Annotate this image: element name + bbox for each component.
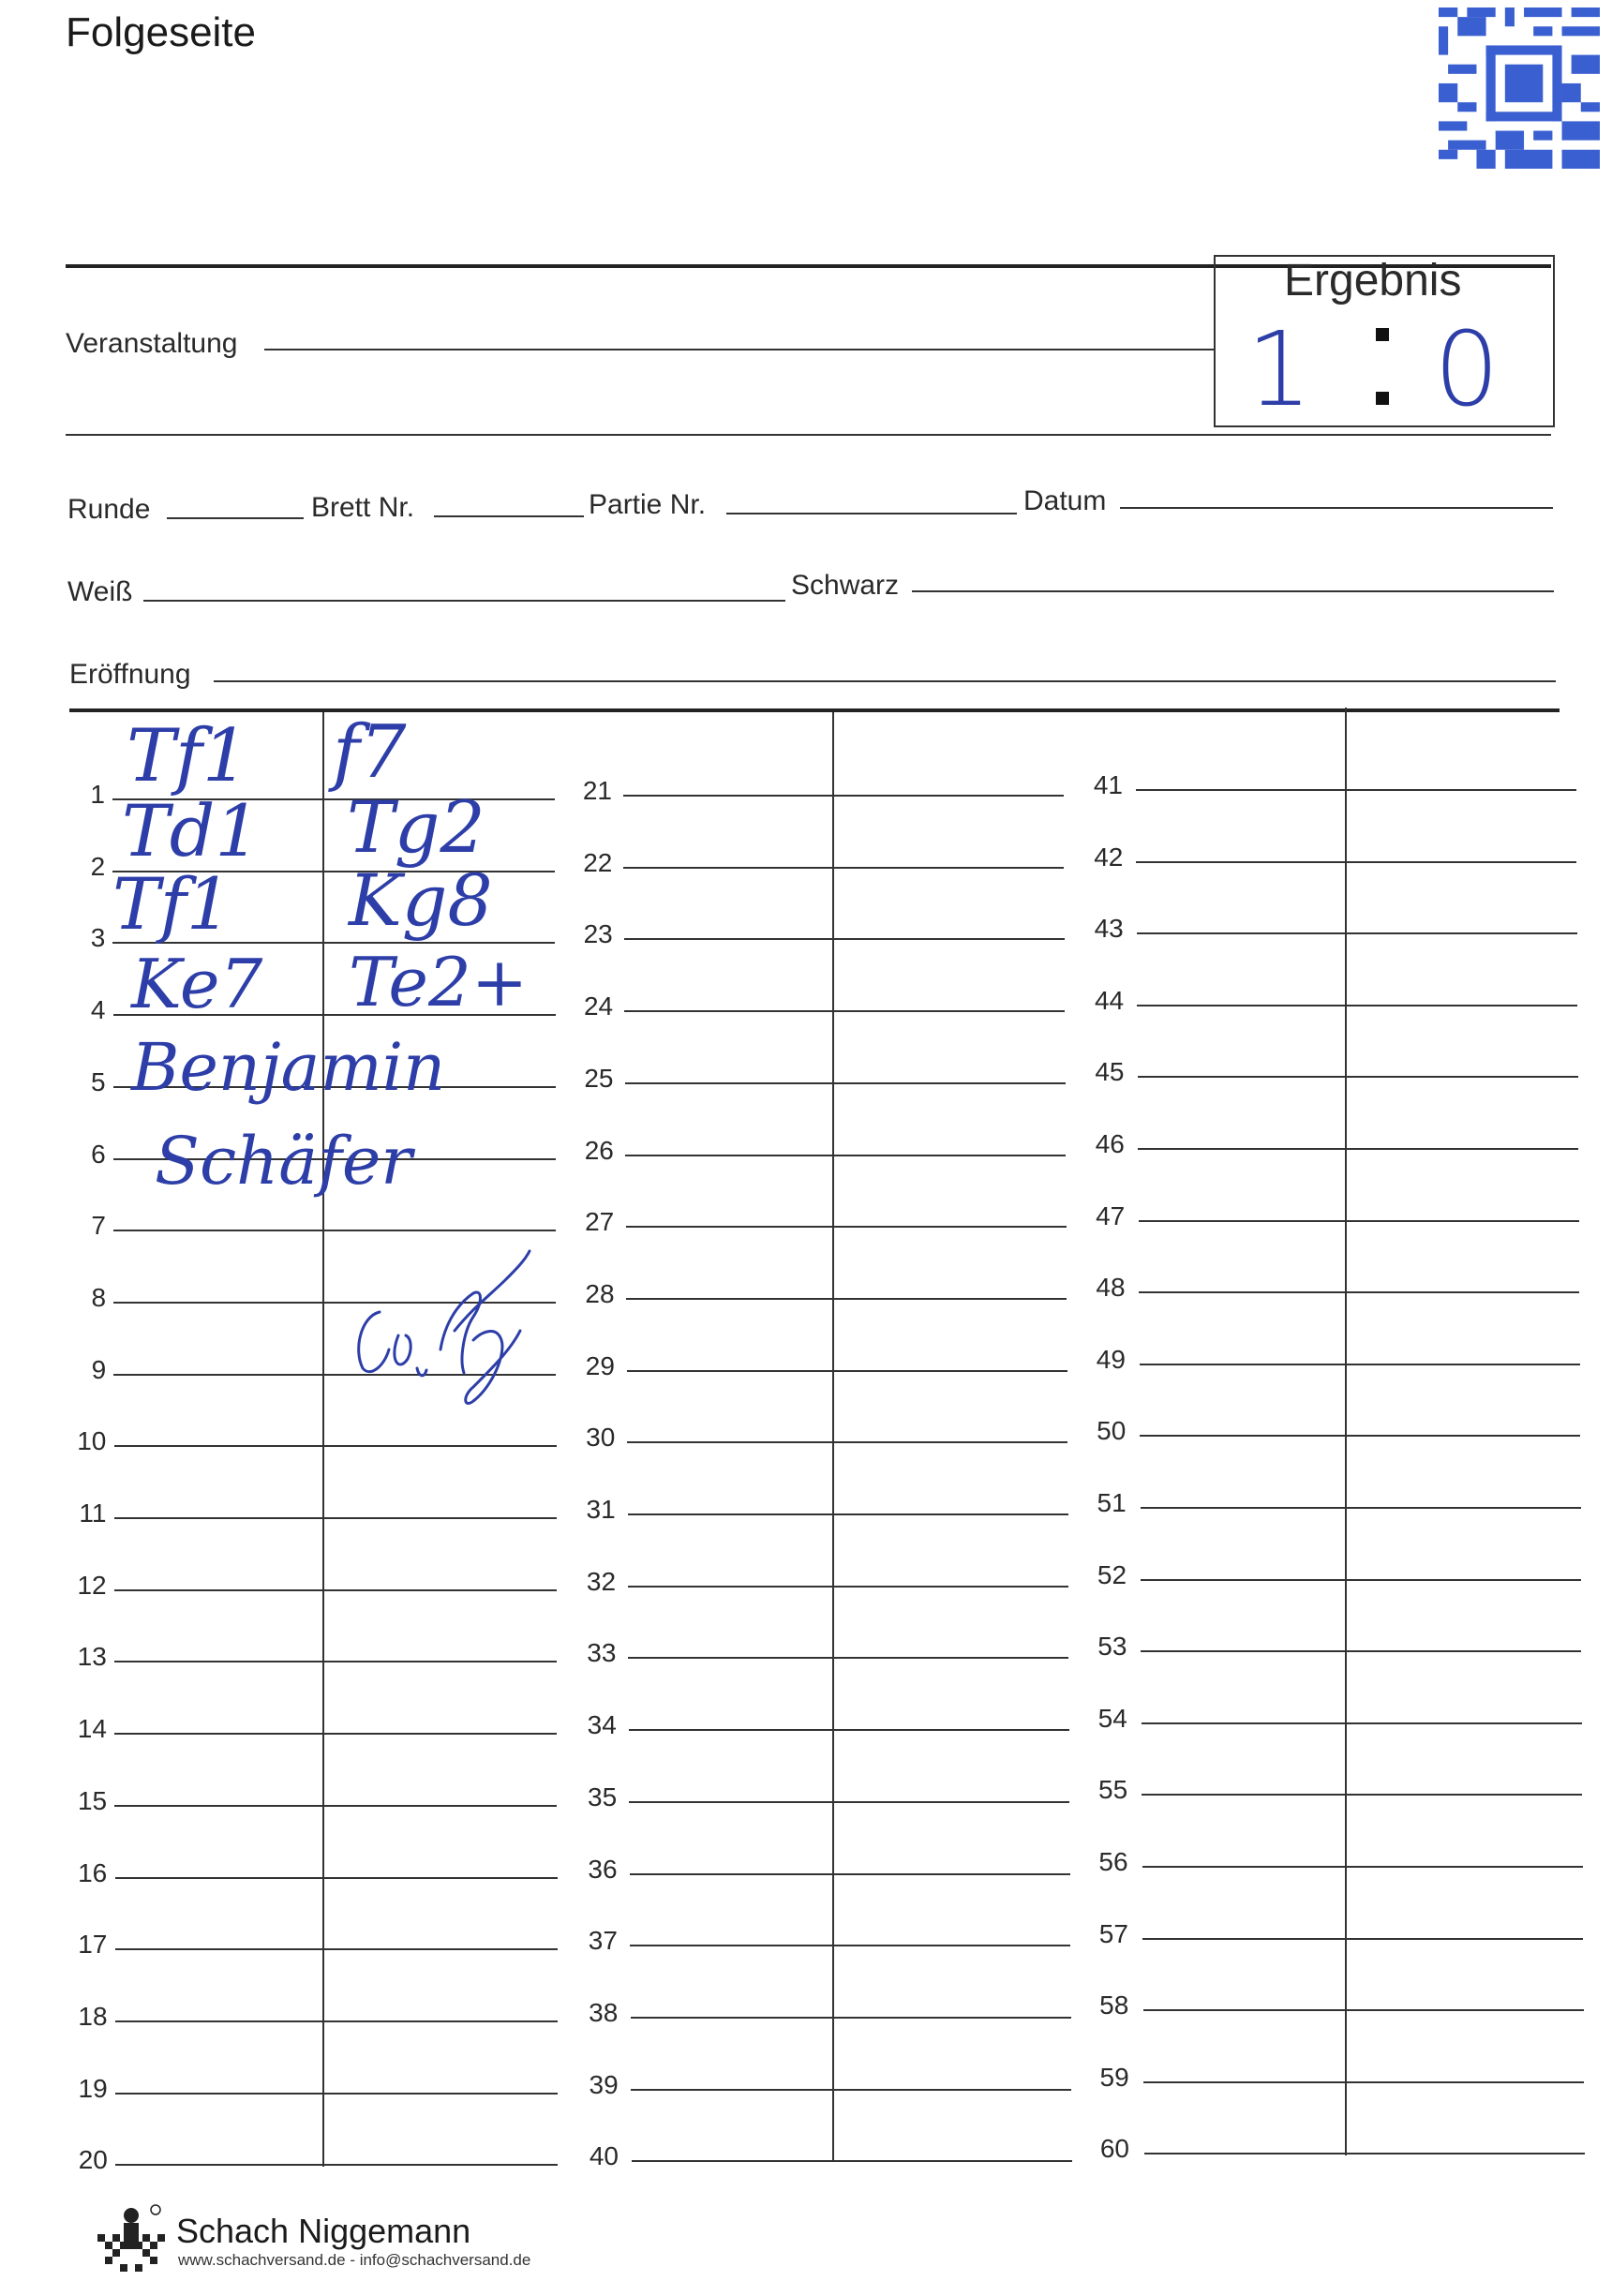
move-number: 13	[77, 1642, 107, 1672]
move-entry-line[interactable]	[627, 1370, 1067, 1372]
move-entry-line[interactable]	[114, 1445, 557, 1447]
move-4-white-written: Ke7	[131, 945, 263, 1023]
date-line[interactable]	[1120, 507, 1553, 509]
move-entry-line[interactable]	[630, 1873, 1070, 1875]
move-number: 25	[584, 1063, 614, 1093]
move-number: 53	[1097, 1632, 1127, 1662]
move-entry-line[interactable]	[1143, 2009, 1584, 2011]
board-line[interactable]	[434, 515, 584, 517]
move-entry-line[interactable]	[629, 1729, 1069, 1731]
move-entry-line[interactable]	[623, 795, 1064, 797]
result-colon-top	[1376, 328, 1389, 341]
opening-label: Eröffnung	[69, 659, 191, 690]
move-entry-line[interactable]	[629, 1801, 1069, 1803]
move-entry-line[interactable]	[631, 2089, 1071, 2091]
header-bottom-rule	[66, 434, 1551, 436]
move-entry-line[interactable]	[115, 2020, 558, 2022]
white-player-label: Weiß	[67, 576, 133, 607]
game-label: Partie Nr.	[589, 489, 707, 520]
move-entry-line[interactable]	[1138, 1076, 1578, 1078]
move-number: 27	[585, 1207, 615, 1237]
move-number: 48	[1096, 1273, 1126, 1303]
move-number: 30	[586, 1423, 616, 1453]
result-colon-bottom	[1376, 392, 1389, 405]
move-number: 36	[588, 1854, 618, 1884]
move-entry-line[interactable]	[114, 1805, 557, 1807]
move-entry-line[interactable]	[626, 1298, 1067, 1300]
move-entry-line[interactable]	[115, 1948, 558, 1950]
move-number: 31	[586, 1495, 616, 1524]
move-number: 51	[1097, 1488, 1127, 1517]
move-entry-line[interactable]	[1139, 1291, 1579, 1293]
move-entry-line[interactable]	[1142, 1794, 1582, 1796]
move-entry-line[interactable]	[1138, 1148, 1578, 1150]
game-line[interactable]	[726, 513, 1017, 514]
move-number: 54	[1097, 1703, 1127, 1733]
move-number: 34	[587, 1710, 617, 1740]
move-entry-line[interactable]	[628, 1586, 1068, 1588]
move-entry-line[interactable]	[1140, 1364, 1580, 1365]
move-number: 9	[91, 1354, 107, 1384]
move-number: 28	[585, 1278, 615, 1308]
move-entry-line[interactable]	[1141, 1507, 1581, 1509]
move-entry-line[interactable]	[115, 2093, 558, 2095]
event-label: Veranstaltung	[66, 328, 238, 359]
move-number: 1	[90, 780, 105, 809]
move-entry-line[interactable]	[1142, 1938, 1583, 1940]
move-number: 57	[1098, 1918, 1128, 1948]
move-number: 3	[90, 923, 106, 953]
move-4-black-written: Te2+	[349, 943, 529, 1021]
move-entry-line[interactable]	[1137, 932, 1577, 934]
move-number: 60	[1099, 2134, 1130, 2164]
event-line[interactable]	[264, 349, 1214, 350]
move-number: 56	[1098, 1847, 1128, 1876]
round-label: Runde	[67, 494, 151, 525]
move-number: 6	[91, 1139, 106, 1169]
handwritten-signature	[342, 1237, 558, 1415]
move-number: 26	[584, 1135, 614, 1165]
brand-logo	[94, 2202, 169, 2277]
move-number: 58	[1099, 1990, 1129, 2020]
move-number: 5	[91, 1066, 106, 1096]
move-number: 44	[1094, 985, 1125, 1015]
move-entry-line[interactable]	[1142, 1866, 1583, 1868]
move-entry-line[interactable]	[628, 1657, 1068, 1659]
move-number: 50	[1097, 1416, 1127, 1446]
move-entry-line[interactable]	[113, 1230, 556, 1231]
move-entry-line[interactable]	[114, 1661, 557, 1662]
handwritten-name-line1: Benjamin	[131, 1029, 446, 1106]
move-entry-line[interactable]	[1137, 1005, 1577, 1006]
move-number: 18	[78, 2001, 108, 2031]
opening-line[interactable]	[214, 680, 1556, 682]
move-entry-line[interactable]	[1136, 861, 1576, 863]
move-entry-line[interactable]	[115, 1877, 558, 1879]
move-number: 47	[1096, 1200, 1126, 1230]
move-number: 59	[1099, 2062, 1129, 2092]
move-number: 38	[589, 1997, 619, 2027]
move-number: 35	[588, 1782, 618, 1811]
move-number: 4	[90, 995, 106, 1025]
move-entry-line[interactable]	[624, 1010, 1065, 1012]
move-entry-line[interactable]	[1140, 1435, 1580, 1437]
move-entry-line[interactable]	[626, 1226, 1067, 1228]
round-line[interactable]	[167, 517, 304, 519]
move-number: 23	[583, 919, 613, 949]
move-number: 16	[78, 1857, 108, 1887]
move-number: 12	[77, 1570, 107, 1600]
move-number: 49	[1096, 1344, 1126, 1374]
move-number: 14	[77, 1714, 107, 1744]
handwritten-name-line2: Schäfer	[155, 1123, 412, 1200]
move-number: 42	[1094, 842, 1124, 872]
move-2-white-written: Td1	[122, 789, 261, 872]
move-entry-line[interactable]	[627, 1441, 1067, 1443]
move-number: 2	[90, 851, 106, 881]
move-entry-line[interactable]	[625, 1082, 1066, 1084]
result-label: Ergebnis	[1284, 256, 1462, 306]
move-number: 15	[77, 1785, 108, 1815]
move-number: 40	[589, 2141, 619, 2171]
move-number: 10	[77, 1426, 107, 1456]
move-2-black-written: Tg2	[347, 785, 485, 869]
white-player-line[interactable]	[143, 600, 785, 602]
move-number: 7	[91, 1211, 106, 1241]
move-number: 41	[1093, 770, 1123, 799]
move-entry-line[interactable]	[1143, 2081, 1584, 2083]
move-number: 24	[583, 991, 614, 1021]
move-entry-line[interactable]	[114, 1733, 557, 1735]
move-entry-line[interactable]	[1142, 1722, 1582, 1724]
move-number: 19	[78, 2073, 108, 2103]
move-1-black-written: f7	[333, 710, 407, 795]
move-number: 17	[78, 1930, 108, 1960]
move-entry-line[interactable]	[1139, 1220, 1579, 1222]
move-number: 46	[1095, 1129, 1125, 1158]
move-3-black-written: Kg8	[349, 858, 493, 942]
move-3-white-written: Tf1	[112, 862, 232, 946]
move-entry-line[interactable]	[1141, 1650, 1581, 1652]
date-label: Datum	[1023, 485, 1107, 516]
move-entry-line[interactable]	[623, 867, 1064, 869]
move-number: 11	[79, 1498, 107, 1528]
move-entry-line[interactable]	[631, 2017, 1071, 2019]
move-number: 22	[583, 847, 613, 877]
black-player-label: Schwarz	[791, 570, 900, 601]
move-number: 8	[91, 1282, 107, 1312]
brand-contact: www.schachversand.de - info@schachversand.de	[178, 2251, 531, 2269]
move-entry-line[interactable]	[624, 938, 1065, 940]
move-entry-line[interactable]	[115, 2164, 558, 2166]
black-player-line[interactable]	[912, 590, 1554, 592]
move-number: 29	[585, 1350, 615, 1380]
move-number: 39	[589, 2069, 619, 2099]
move-entry-line[interactable]	[114, 1589, 557, 1591]
move-entry-line[interactable]	[1141, 1579, 1581, 1581]
col2-divider	[832, 712, 834, 2160]
move-number: 45	[1095, 1057, 1125, 1087]
move-entry-line[interactable]	[1144, 2153, 1585, 2154]
result-black-score: 0	[1434, 309, 1500, 429]
move-entry-line[interactable]	[114, 1517, 557, 1519]
move-number: 43	[1094, 914, 1124, 944]
brand-name: Schach Niggemann	[176, 2212, 471, 2250]
move-entry-line[interactable]	[628, 1513, 1068, 1515]
board-label: Brett Nr.	[311, 492, 415, 523]
move-1-white-written: Tf1	[127, 714, 249, 798]
move-entry-line[interactable]	[630, 1945, 1070, 1946]
qr-code	[1439, 7, 1600, 169]
move-number: 32	[586, 1566, 617, 1596]
move-number: 20	[78, 2145, 108, 2175]
move-number: 52	[1097, 1559, 1127, 1589]
page-title: Folgeseite	[66, 9, 257, 55]
move-number: 21	[582, 776, 612, 805]
move-table-top-rule	[69, 708, 1560, 712]
move-number: 33	[587, 1638, 617, 1668]
move-number: 37	[588, 1926, 618, 1956]
move-number: 55	[1098, 1775, 1128, 1805]
move-entry-line[interactable]	[625, 1155, 1066, 1156]
move-entry-line[interactable]	[632, 2160, 1072, 2162]
result-white-score: 1	[1246, 309, 1312, 429]
move-entry-line[interactable]	[1136, 789, 1576, 791]
